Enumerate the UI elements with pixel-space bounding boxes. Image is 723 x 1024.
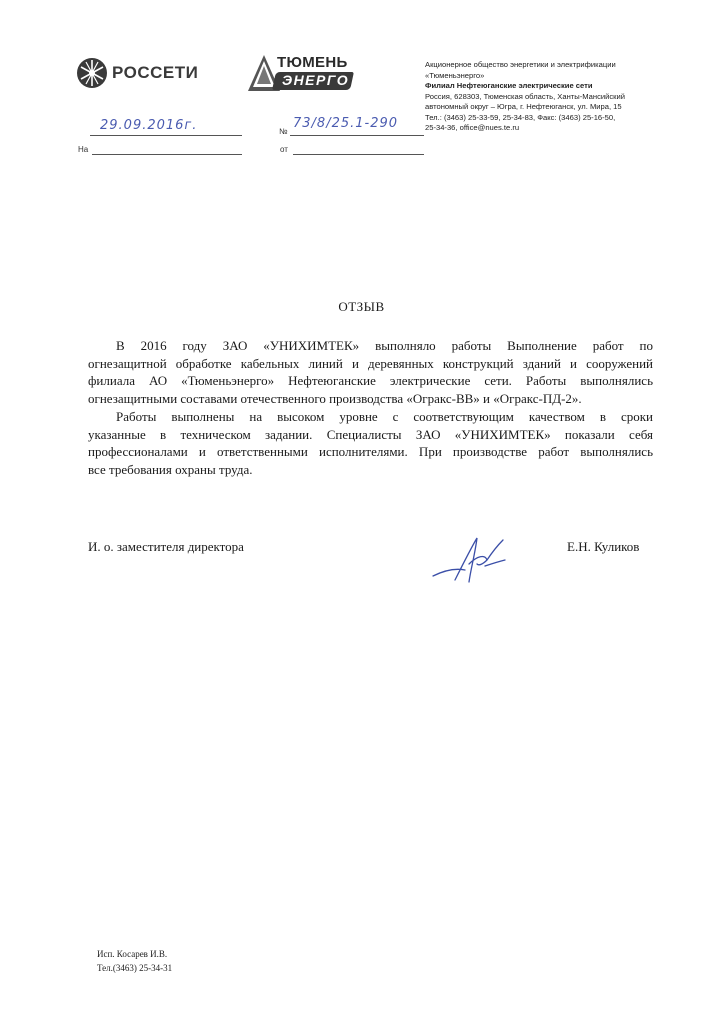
na-underline bbox=[92, 154, 242, 155]
na-label: На bbox=[78, 145, 89, 154]
signatory-role: И. о. заместителя директора bbox=[88, 539, 244, 554]
company-line: 25-34-36, office@nues.te.ru bbox=[425, 123, 520, 132]
company-branch: Филиал Нефтеюганские электрические сети bbox=[425, 81, 593, 90]
rosseti-wordmark: РОССЕТИ bbox=[112, 63, 199, 82]
tyumenenergo-word-top: ТЮМЕНЬ bbox=[277, 54, 348, 71]
company-line: автономный округ – Югра, г. Нефтеюганск, ул. Мира, 15 bbox=[425, 102, 622, 111]
ot-label: от bbox=[280, 145, 288, 154]
executor-phone: Тел.(3463) 25-34-31 bbox=[97, 963, 173, 973]
paragraph-line: Работы выполнены на высоком уровне с соответствующим качеством в сроки bbox=[116, 409, 653, 424]
document-title: ОТЗЫВ bbox=[338, 299, 385, 314]
date-handwritten: 29.09.2016г. bbox=[100, 118, 198, 133]
paragraph-1 bbox=[88, 337, 653, 407]
paragraph-line: профессионалами и ответственными исполнителями. При производстве работ выполнялись bbox=[88, 444, 653, 460]
date-underline bbox=[90, 135, 242, 136]
handwritten-signature bbox=[425, 530, 515, 590]
number-handwritten: 73/8/25.1-290 bbox=[293, 116, 399, 131]
executor-info bbox=[97, 947, 172, 975]
paragraph-2 bbox=[88, 408, 653, 478]
paragraph-line: огнезащитной обработке кабельных линий и деревянных конструкций зданий и сооружений bbox=[88, 355, 653, 371]
company-details bbox=[425, 60, 695, 134]
number-label: № bbox=[279, 127, 288, 136]
tyumenenergo-logo bbox=[247, 53, 355, 93]
rosseti-emblem-icon bbox=[76, 57, 108, 89]
company-line: «Тюменьэнерго» bbox=[425, 70, 485, 80]
rosseti-logo bbox=[76, 57, 198, 89]
paragraph-line: филиала АО «Тюменьэнерго» Нефтеюганские электрические сети. Работы выполнялись bbox=[88, 373, 653, 389]
company-line: Акционерное общество энергетики и электрификации bbox=[425, 60, 616, 69]
company-line: Россия, 628303, Тюменская область, Ханты-Мансийский bbox=[425, 91, 625, 101]
signatory-name: Е.Н. Куликов bbox=[567, 539, 640, 554]
paragraph-line: все требования охраны труда. bbox=[88, 461, 253, 477]
executor-name: Исп. Косарев И.В. bbox=[97, 949, 168, 959]
ot-underline bbox=[293, 154, 424, 155]
paragraph-line: указанные в техническом задании. Специалисты ЗАО «УНИХИМТЕК» показали себя bbox=[88, 426, 653, 442]
number-underline bbox=[290, 135, 424, 136]
company-line: Тел.: (3463) 25-33-59, 25-34-83, Факс: (3463) 25-16-50, bbox=[425, 112, 616, 122]
tyumenenergo-word-bottom: ЭНЕРГО bbox=[282, 72, 350, 88]
paragraph-line: огнезащитными составами отечественного производства «Огракс-ВВ» и «Огракс-ПД-2». bbox=[88, 390, 582, 406]
paragraph-line: В 2016 году ЗАО «УНИХИМТЕК» выполняло работы Выполнение работ по bbox=[116, 338, 653, 353]
